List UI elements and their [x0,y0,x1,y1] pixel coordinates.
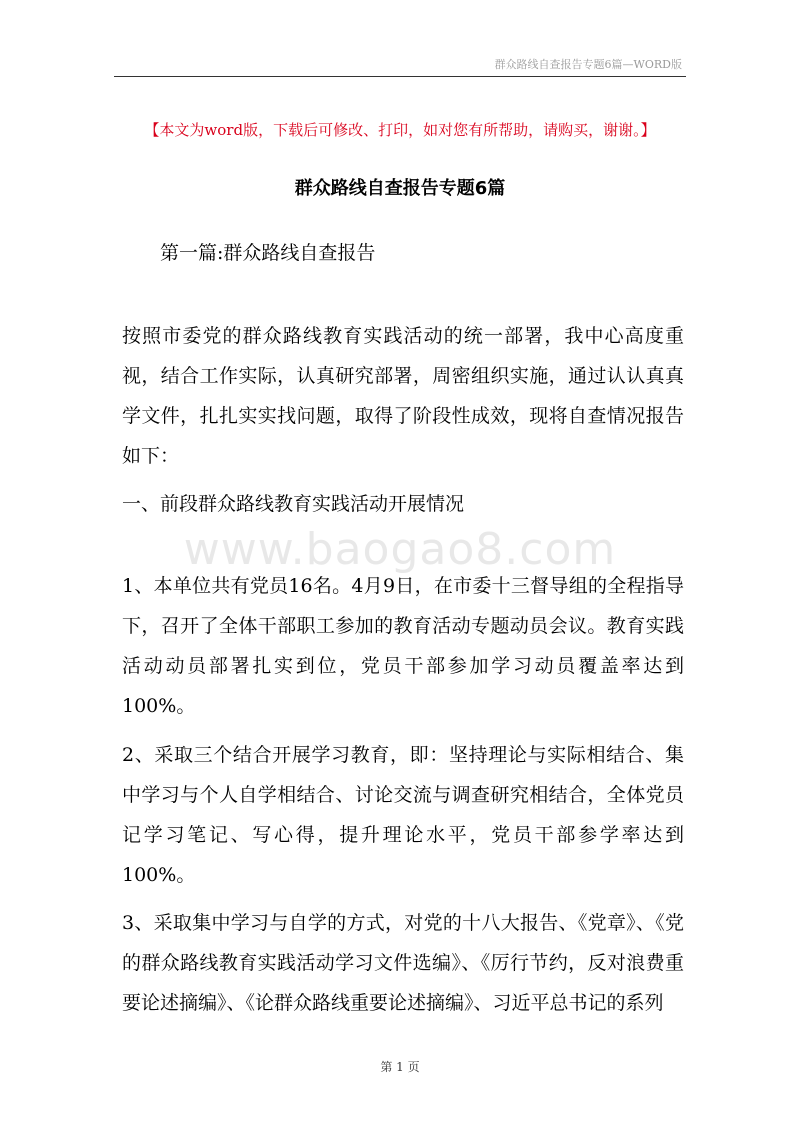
watermark: www.baogao8.com [183,524,617,575]
intro-paragraph: 按照市委党的群众路线教育实践活动的统一部署，我中心高度重视，结合工作实际，认真研究部署，周密组织实施，通过认认真真学文件，扎扎实实找问题，取得了阶段性成效，现将自查情况报告如下： [122,325,684,467]
document-title: 群众路线自查报告专题6篇 [294,178,506,199]
paragraph-item-1: 1、本单位共有党员16名。4月9日，在市委十三督导组的全程指导下，召开了全体干部职工参加的教育活动专题动员会议。教育实践活动动员部署扎实到位，党员干部参加学习动员覆盖率达到100%。 [122,575,684,717]
running-header: 群众路线自查报告专题6篇—WORD版 [494,58,682,71]
purchase-notice: 【本文为word版，下载后可修改、打印，如对您有所帮助，请购买，谢谢。】 [144,121,656,139]
paragraph-item-3: 3、采取集中学习与自学的方式，对党的十八大报告、《党章》、《党的群众路线教育实践活动学习文件选编》、《厉行节约，反对浪费重要论述摘编》、《论群众路线重要论述摘编》、习近平总书记的系列 [122,912,684,1014]
section-subtitle: 第一篇:群众路线自查报告 [160,242,376,264]
page-number: 第 1 页 [380,1060,420,1074]
section-heading: 一、前段群众路线教育实践活动开展情况 [122,493,465,515]
paragraph-item-2: 2、采取三个结合开展学习教育，即：坚持理论与实际相结合、集中学习与个人自学相结合、讨论交流与调查研究相结合，全体党员记学习笔记、写心得，提升理论水平，党员干部参学率达到100%。 [122,744,684,886]
header-divider [114,76,686,77]
